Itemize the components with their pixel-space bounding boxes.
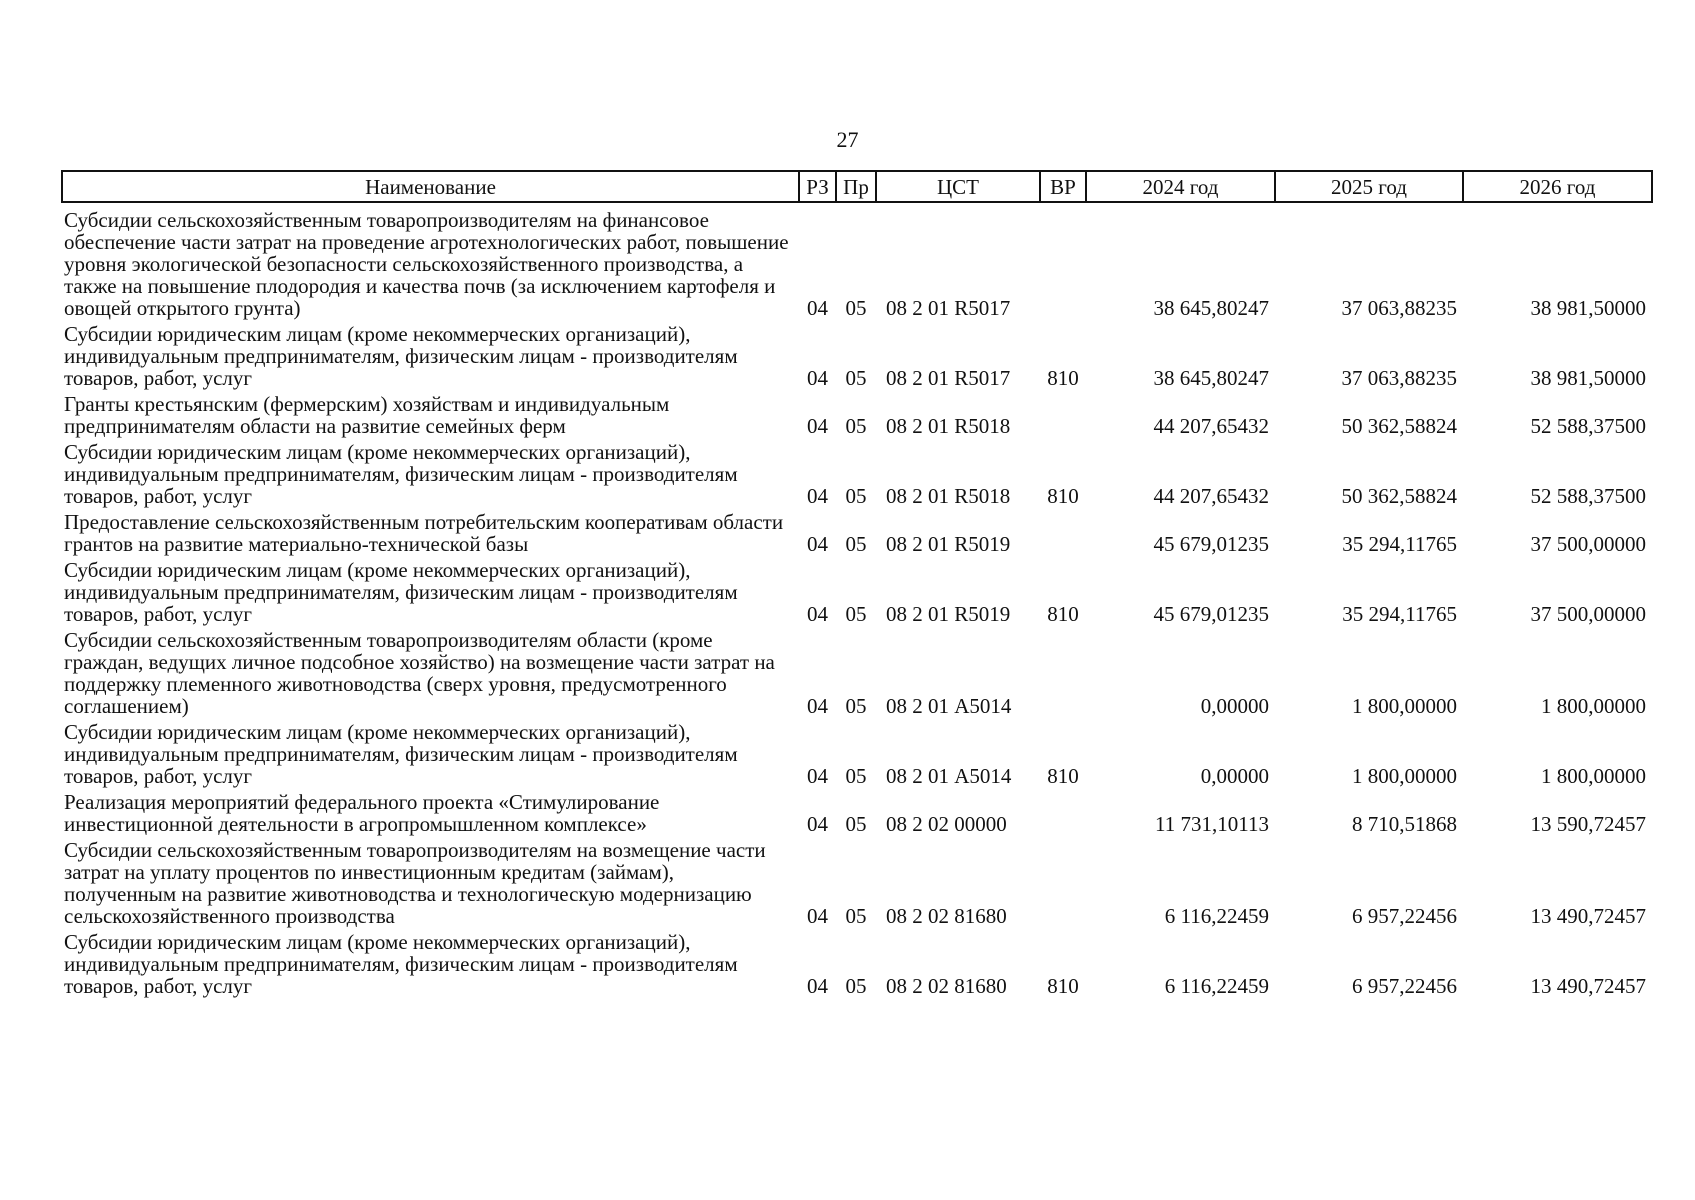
row-pr: 05: [845, 812, 867, 836]
row-cst: 08 2 01 R5018: [886, 484, 1011, 508]
row-2024: 0,00000: [1200, 694, 1269, 718]
row-2026: 13 590,72457: [1530, 812, 1646, 836]
row-pr: 05: [845, 414, 867, 438]
row-2024: 44 207,65432: [1153, 414, 1269, 438]
row-2025: 6 957,22456: [1352, 974, 1457, 998]
row-vr: 810: [1047, 974, 1079, 998]
table-row: [62, 323, 1652, 393]
row-cst: 08 2 01 R5019: [886, 602, 1011, 626]
row-2026: 1 800,00000: [1541, 694, 1646, 718]
header-2026: 2026 год: [1463, 171, 1652, 202]
row-2025: 50 362,58824: [1341, 484, 1457, 508]
row-name: Субсидии юридическим лицам (кроме некоммерческих организаций), индивидуальным предпринимателям, физическим лицам - производителям товаров, работ, услуг: [64, 558, 738, 626]
row-vr: 810: [1047, 484, 1079, 508]
row-name: Предоставление сельскохозяйственным потребительским кооперативам области грантов на развитие материально-технической базы: [64, 510, 784, 556]
header-name: Наименование: [62, 171, 799, 202]
table-row: [62, 559, 1652, 629]
row-2026: 13 490,72457: [1530, 904, 1646, 928]
row-name: Субсидии сельскохозяйственным товаропроизводителям на финансовое обеспечение части затрат на проведение агротехнологических работ, повышение уровня экологической безопасности сельскохозяйственного производства, а также на повышение плодородия и качества почв (за исключением картофеля и овощей открытого грунта): [64, 208, 789, 320]
row-pr: 05: [845, 602, 867, 626]
row-vr: [1040, 511, 1086, 559]
row-2025: 8 710,51868: [1352, 812, 1457, 836]
table-row: [62, 931, 1652, 1001]
header-2025: 2025 год: [1275, 171, 1463, 202]
row-2025: 1 800,00000: [1352, 694, 1457, 718]
row-2026: 52 588,37500: [1530, 414, 1646, 438]
row-cst: 08 2 02 00000: [886, 812, 1007, 836]
row-cst: 08 2 01 А5014: [886, 764, 1012, 788]
table-row: [62, 791, 1652, 839]
row-vr: [1040, 791, 1086, 839]
header-rz: РЗ: [799, 171, 836, 202]
row-pr: 05: [845, 764, 867, 788]
row-rz: 04: [807, 532, 828, 556]
row-2026: 1 800,00000: [1541, 764, 1646, 788]
table-row: [62, 629, 1652, 721]
table-header-row: [62, 171, 1652, 202]
header-cst: ЦСТ: [876, 171, 1040, 202]
row-name: Гранты крестьянским (фермерским) хозяйствам и индивидуальным предпринимателям области на развитие семейных ферм: [64, 392, 670, 438]
row-rz: 04: [807, 366, 828, 390]
row-2024: 38 645,80247: [1153, 296, 1269, 320]
row-vr: [1040, 629, 1086, 721]
row-cst: 08 2 01 R5017: [886, 366, 1011, 390]
row-2024: 45 679,01235: [1153, 532, 1269, 556]
row-cst: 08 2 01 R5017: [886, 296, 1011, 320]
row-vr: 810: [1047, 764, 1079, 788]
row-pr: 05: [845, 904, 867, 928]
row-rz: 04: [807, 296, 828, 320]
row-rz: 04: [807, 694, 828, 718]
row-name: Субсидии юридическим лицам (кроме некоммерческих организаций), индивидуальным предпринимателям, физическим лицам - производителям товаров, работ, услуг: [64, 930, 738, 998]
row-name: Субсидии сельскохозяйственным товаропроизводителям области (кроме граждан, ведущих личное подсобное хозяйство) на возмещение части затрат на поддержку племенного животноводства (сверх уровня, предусмотренного соглашением): [64, 628, 775, 718]
row-vr: 810: [1047, 366, 1079, 390]
row-cst: 08 2 01 А5014: [886, 694, 1012, 718]
row-vr: [1040, 839, 1086, 931]
table-row: [62, 441, 1652, 511]
row-2025: 50 362,58824: [1341, 414, 1457, 438]
row-rz: 04: [807, 974, 828, 998]
row-2024: 44 207,65432: [1153, 484, 1269, 508]
row-pr: 05: [845, 484, 867, 508]
row-2026: 37 500,00000: [1530, 532, 1646, 556]
row-2025: 37 063,88235: [1341, 296, 1457, 320]
row-2026: 37 500,00000: [1530, 602, 1646, 626]
row-rz: 04: [807, 414, 828, 438]
row-vr: 810: [1047, 602, 1079, 626]
row-cst: 08 2 01 R5019: [886, 532, 1011, 556]
row-2024: 0,00000: [1200, 764, 1269, 788]
row-2024: 6 116,22459: [1164, 974, 1269, 998]
row-pr: 05: [845, 366, 867, 390]
row-2024: 38 645,80247: [1153, 366, 1269, 390]
table-row: [62, 839, 1652, 931]
row-2025: 37 063,88235: [1341, 366, 1457, 390]
header-2024: 2024 год: [1086, 171, 1275, 202]
header-pr: Пр: [836, 171, 876, 202]
row-2026: 13 490,72457: [1530, 974, 1646, 998]
page-number: 27: [836, 127, 859, 152]
row-2024: 11 731,10113: [1155, 812, 1269, 836]
row-rz: 04: [807, 764, 828, 788]
row-2025: 35 294,11765: [1342, 532, 1457, 556]
row-2025: 35 294,11765: [1342, 602, 1457, 626]
row-vr: [1040, 202, 1086, 323]
row-pr: 05: [845, 296, 867, 320]
row-pr: 05: [845, 694, 867, 718]
row-vr: [1040, 393, 1086, 441]
row-2024: 6 116,22459: [1164, 904, 1269, 928]
row-cst: 08 2 01 R5018: [886, 414, 1011, 438]
row-2024: 45 679,01235: [1153, 602, 1269, 626]
table-row: [62, 721, 1652, 791]
row-name: Субсидии юридическим лицам (кроме некоммерческих организаций), индивидуальным предпринимателям, физическим лицам - производителям товаров, работ, услуг: [64, 322, 738, 390]
row-2026: 52 588,37500: [1530, 484, 1646, 508]
row-name: Субсидии юридическим лицам (кроме некоммерческих организаций), индивидуальным предпринимателям, физическим лицам - производителям товаров, работ, услуг: [64, 720, 738, 788]
row-2025: 1 800,00000: [1352, 764, 1457, 788]
row-2026: 38 981,50000: [1530, 366, 1646, 390]
row-rz: 04: [807, 602, 828, 626]
row-2026: 38 981,50000: [1530, 296, 1646, 320]
table-row: [62, 202, 1652, 323]
row-rz: 04: [807, 812, 828, 836]
row-name: Реализация мероприятий федерального проекта «Стимулирование инвестиционной деятельности в агропромышленном комплексе»: [64, 790, 660, 836]
table-row: [62, 511, 1652, 559]
row-cst: 08 2 02 81680: [886, 904, 1007, 928]
budget-table: [61, 170, 1653, 1001]
header-vr: ВР: [1040, 171, 1086, 202]
table-row: [62, 393, 1652, 441]
row-rz: 04: [807, 904, 828, 928]
row-cst: 08 2 02 81680: [886, 974, 1007, 998]
row-2025: 6 957,22456: [1352, 904, 1457, 928]
row-name: Субсидии юридическим лицам (кроме некоммерческих организаций), индивидуальным предпринимателям, физическим лицам - производителям товаров, работ, услуг: [64, 440, 738, 508]
row-rz: 04: [807, 484, 828, 508]
row-name: Субсидии сельскохозяйственным товаропроизводителям на возмещение части затрат на уплату процентов по инвестиционным кредитам (займам), полученным на развитие животноводства и технологическую модернизацию сельскохозяйственного производства: [64, 838, 766, 928]
row-pr: 05: [845, 532, 867, 556]
row-pr: 05: [845, 974, 867, 998]
